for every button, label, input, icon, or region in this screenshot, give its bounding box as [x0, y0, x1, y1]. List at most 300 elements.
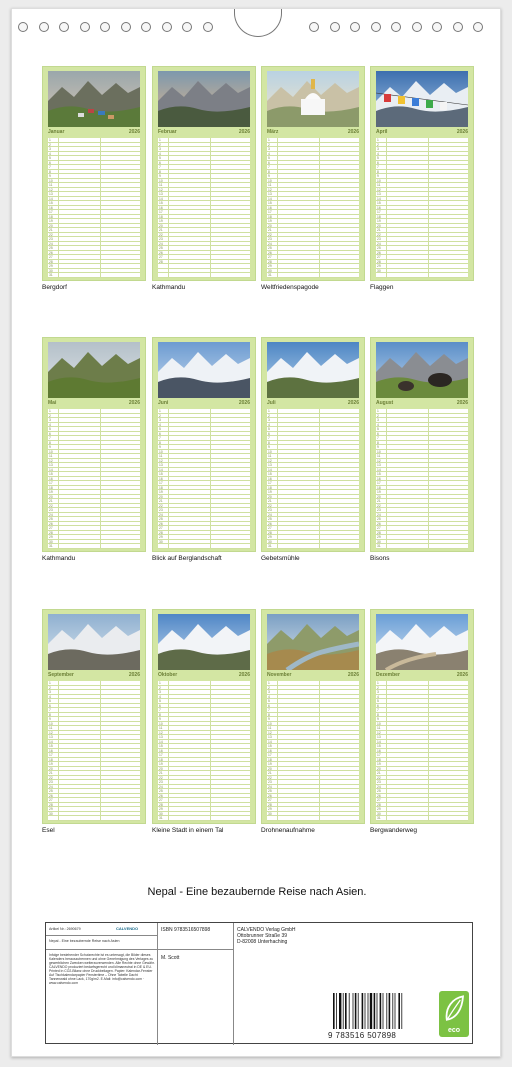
day-number: 30 — [377, 268, 381, 273]
day-number: 13 — [49, 192, 53, 196]
day-number: 12 — [49, 458, 53, 463]
day-number: 23 — [159, 237, 163, 241]
day-number: 14 — [49, 739, 53, 744]
month-name: Januar — [48, 129, 65, 135]
day-number: 27 — [377, 798, 381, 802]
month-header — [48, 129, 140, 137]
day-number: 6 — [159, 703, 161, 708]
day-grid — [48, 138, 140, 278]
day-number: 3 — [49, 418, 51, 422]
day-number: 25 — [159, 517, 163, 521]
month-august — [370, 337, 474, 552]
day-number: 29 — [377, 264, 381, 268]
day-row — [158, 273, 250, 278]
day-number: 16 — [377, 476, 381, 481]
day-number: 13 — [159, 192, 163, 196]
day-grid — [158, 409, 250, 549]
binding-hole — [80, 22, 90, 32]
day-number: 27 — [268, 526, 272, 530]
day-number: 8 — [377, 169, 379, 174]
day-number: 2 — [159, 142, 161, 147]
day-number: 30 — [49, 268, 53, 273]
day-number: 27 — [159, 255, 163, 259]
article-number: Artikel Nr.: 2690679 — [49, 927, 81, 931]
day-row — [48, 816, 140, 821]
day-number: 28 — [159, 530, 163, 535]
day-number: 4 — [159, 694, 161, 699]
day-number: 18 — [268, 214, 272, 219]
binding-hole — [59, 22, 69, 32]
day-number: 27 — [49, 526, 53, 530]
day-number: 26 — [159, 250, 163, 255]
day-number: 5 — [159, 699, 161, 703]
day-number: 17 — [159, 753, 163, 757]
month-header — [376, 129, 468, 137]
month-header — [376, 400, 468, 408]
day-number: 17 — [49, 753, 53, 757]
month-name: Juli — [267, 400, 276, 406]
day-number: 10 — [49, 449, 53, 454]
day-number: 31 — [268, 273, 272, 277]
day-number: 19 — [159, 762, 163, 766]
author-name: M. Scott — [161, 955, 180, 961]
binding-hole — [182, 22, 192, 32]
day-number: 2 — [49, 142, 51, 147]
month-februar — [152, 66, 256, 281]
day-number: 1 — [159, 681, 161, 685]
day-number: 27 — [377, 526, 381, 530]
day-row — [158, 544, 250, 549]
day-number: 28 — [268, 802, 272, 807]
day-number: 29 — [159, 535, 163, 539]
day-number: 14 — [49, 196, 53, 201]
eco-badge — [439, 991, 469, 1037]
day-number: 11 — [159, 454, 163, 458]
day-number: 11 — [49, 726, 53, 730]
calendar-page — [11, 8, 501, 1057]
month-juli — [261, 337, 365, 552]
day-number: 5 — [268, 699, 270, 703]
day-number: 23 — [49, 780, 53, 784]
day-number: 29 — [377, 535, 381, 539]
day-number: 10 — [377, 721, 381, 726]
day-number: 26 — [49, 793, 53, 798]
binding-hole — [162, 22, 172, 32]
day-number: 23 — [159, 780, 163, 784]
day-number: 7 — [377, 436, 379, 440]
day-number: 21 — [49, 228, 53, 232]
month-year: 2026 — [456, 400, 468, 406]
day-number: 22 — [377, 503, 381, 508]
day-number: 29 — [49, 264, 53, 268]
month-photo — [48, 614, 140, 670]
day-number: 15 — [268, 201, 272, 205]
day-number: 9 — [268, 717, 270, 721]
month-photo — [48, 71, 140, 127]
day-number: 8 — [268, 712, 270, 717]
day-number: 7 — [377, 708, 379, 712]
day-number: 12 — [159, 730, 163, 735]
day-number: 30 — [159, 539, 163, 544]
month-header — [267, 672, 359, 680]
day-number: 25 — [49, 517, 53, 521]
publisher-line-3: D-82008 Unterhaching — [237, 939, 288, 945]
day-number: 13 — [159, 463, 163, 467]
month-caption: Weltfriedenspagode — [261, 284, 319, 291]
day-number: 26 — [268, 521, 272, 526]
binding-hole — [391, 22, 401, 32]
day-number: 7 — [268, 708, 270, 712]
day-number: 22 — [159, 232, 163, 237]
day-number: 28 — [159, 259, 163, 264]
day-number: 24 — [49, 241, 53, 246]
day-number: 24 — [377, 512, 381, 517]
month-year: 2026 — [238, 129, 250, 135]
day-number: 8 — [159, 712, 161, 717]
month-caption: Kleine Stadt in einem Tal — [152, 827, 224, 834]
day-number: 9 — [49, 717, 51, 721]
month-header — [48, 400, 140, 408]
month-photo — [158, 342, 250, 398]
day-number: 10 — [159, 178, 163, 183]
day-number: 4 — [159, 422, 161, 427]
day-number: 9 — [377, 174, 379, 178]
day-number: 4 — [377, 422, 379, 427]
day-number: 16 — [377, 205, 381, 210]
day-number: 31 — [268, 544, 272, 548]
day-grid — [158, 138, 250, 278]
day-number: 1 — [49, 138, 51, 142]
day-number: 5 — [159, 156, 161, 160]
month-name: November — [267, 672, 292, 678]
month-year: 2026 — [128, 400, 140, 406]
month-name: Dezember — [376, 672, 400, 678]
day-number: 25 — [268, 789, 272, 793]
day-number: 3 — [377, 147, 379, 151]
month-april — [370, 66, 474, 281]
day-number: 20 — [268, 494, 272, 499]
day-number: 23 — [377, 237, 381, 241]
month-year: 2026 — [128, 672, 140, 678]
month-photo — [376, 342, 468, 398]
day-number: 9 — [159, 717, 161, 721]
day-number: 1 — [268, 409, 270, 413]
day-number: 29 — [268, 264, 272, 268]
day-number: 27 — [159, 526, 163, 530]
day-number: 16 — [159, 476, 163, 481]
day-number: 1 — [49, 409, 51, 413]
day-number: 10 — [268, 721, 272, 726]
day-number: 31 — [377, 816, 381, 820]
day-grid — [267, 138, 359, 278]
month-caption: Kathmandu — [152, 284, 186, 291]
day-number: 10 — [268, 449, 272, 454]
month-caption: Bisons — [370, 555, 390, 562]
day-number: 8 — [49, 712, 51, 717]
day-number: 11 — [159, 183, 163, 187]
day-number: 15 — [49, 201, 53, 205]
month-name: Juni — [158, 400, 169, 406]
day-number: 15 — [159, 472, 163, 476]
day-grid — [267, 681, 359, 821]
day-number: 29 — [268, 807, 272, 811]
day-number: 14 — [377, 196, 381, 201]
day-number: 20 — [268, 223, 272, 228]
day-number: 14 — [377, 467, 381, 472]
day-number: 19 — [377, 219, 381, 223]
day-number: 22 — [49, 503, 53, 508]
day-number: 12 — [159, 458, 163, 463]
day-number: 14 — [159, 739, 163, 744]
month-caption: Kathmandu — [42, 555, 76, 562]
month-photo — [376, 71, 468, 127]
day-number: 25 — [268, 517, 272, 521]
day-number: 24 — [49, 512, 53, 517]
day-number: 20 — [159, 766, 163, 771]
day-number: 4 — [377, 151, 379, 156]
month-caption: Gebetsmühle — [261, 555, 300, 562]
day-number: 11 — [377, 726, 381, 730]
day-number: 25 — [159, 789, 163, 793]
day-number: 16 — [268, 205, 272, 210]
day-number: 24 — [49, 784, 53, 789]
day-number: 1 — [49, 681, 51, 685]
binding-hole — [100, 22, 110, 32]
day-number: 3 — [268, 690, 270, 694]
month-name: September — [48, 672, 74, 678]
day-number: 7 — [159, 436, 161, 440]
month-caption: Drohnenaufnahme — [261, 827, 315, 834]
day-number: 11 — [268, 454, 272, 458]
day-number: 28 — [377, 530, 381, 535]
day-number: 29 — [49, 807, 53, 811]
calvendo-logo: CALVENDO — [116, 926, 139, 931]
day-number: 22 — [268, 232, 272, 237]
day-number: 12 — [49, 730, 53, 735]
day-number: 29 — [159, 807, 163, 811]
month-name: Februar — [158, 129, 177, 135]
day-number: 17 — [268, 753, 272, 757]
day-number: 23 — [49, 508, 53, 512]
day-number: 2 — [268, 413, 270, 418]
month-photo — [267, 614, 359, 670]
month-header — [48, 672, 140, 680]
day-number: 12 — [268, 458, 272, 463]
day-number: 19 — [268, 490, 272, 494]
day-number: 9 — [49, 445, 51, 449]
day-number: 15 — [377, 472, 381, 476]
day-number: 21 — [377, 499, 381, 503]
day-number: 26 — [268, 250, 272, 255]
day-number: 6 — [377, 703, 379, 708]
day-number: 17 — [49, 481, 53, 485]
publisher-line-1: CALVENDO Verlag GmbH — [237, 927, 296, 933]
isbn-text: ISBN 9783516507898 — [161, 927, 211, 933]
day-number: 8 — [49, 169, 51, 174]
day-row — [48, 544, 140, 549]
day-number: 3 — [49, 147, 51, 151]
day-number: 2 — [159, 413, 161, 418]
day-number: 20 — [159, 494, 163, 499]
day-number: 2 — [159, 685, 161, 690]
day-number: 17 — [268, 210, 272, 214]
day-number: 12 — [268, 187, 272, 192]
month-photo — [267, 342, 359, 398]
day-number: 7 — [377, 165, 379, 169]
day-number: 25 — [377, 517, 381, 521]
barcode-digits: 9 783516 507898 — [328, 1031, 397, 1040]
day-number: 9 — [268, 174, 270, 178]
day-number: 20 — [268, 766, 272, 771]
day-number: 21 — [49, 499, 53, 503]
day-number: 28 — [49, 802, 53, 807]
month-year: 2026 — [456, 129, 468, 135]
day-number: 27 — [377, 255, 381, 259]
day-number: 26 — [268, 793, 272, 798]
day-number: 6 — [159, 160, 161, 165]
day-number: 19 — [377, 762, 381, 766]
day-number: 8 — [268, 440, 270, 445]
month-photo — [267, 71, 359, 127]
calendar-title: Nepal - Eine bezaubernde Reise nach Asien. — [147, 886, 367, 898]
day-number: 25 — [49, 789, 53, 793]
day-number: 3 — [268, 418, 270, 422]
day-number: 18 — [268, 757, 272, 762]
day-number: 17 — [159, 210, 163, 214]
day-number: 14 — [268, 196, 272, 201]
month-year: 2026 — [238, 672, 250, 678]
day-number: 13 — [377, 463, 381, 467]
day-grid — [376, 138, 468, 278]
binding-hole — [453, 22, 463, 32]
day-number: 27 — [49, 798, 53, 802]
binding-hole — [309, 22, 319, 32]
day-number: 4 — [49, 422, 51, 427]
day-number: 18 — [49, 214, 53, 219]
day-number: 28 — [268, 530, 272, 535]
binding-hole — [18, 22, 28, 32]
day-number: 19 — [49, 219, 53, 223]
month-juni — [152, 337, 256, 552]
day-number: 30 — [49, 811, 53, 816]
day-number: 25 — [377, 789, 381, 793]
day-number: 24 — [268, 241, 272, 246]
day-number: 23 — [268, 780, 272, 784]
day-number: 25 — [377, 246, 381, 250]
day-number: 20 — [377, 223, 381, 228]
day-number: 15 — [268, 472, 272, 476]
day-number: 11 — [49, 454, 53, 458]
day-number: 22 — [377, 232, 381, 237]
day-number: 11 — [377, 183, 381, 187]
binding-hole — [141, 22, 151, 32]
day-number: 13 — [159, 735, 163, 739]
day-number: 8 — [159, 169, 161, 174]
month-caption: Bergdorf — [42, 284, 67, 291]
day-number: 14 — [49, 467, 53, 472]
day-number: 21 — [268, 499, 272, 503]
month-oktober — [152, 609, 256, 824]
day-number: 22 — [49, 775, 53, 780]
month-name: Mai — [48, 400, 57, 406]
day-number: 15 — [377, 201, 381, 205]
day-grid — [376, 409, 468, 549]
day-number: 23 — [268, 237, 272, 241]
day-number: 14 — [159, 196, 163, 201]
binding-hole — [330, 22, 340, 32]
day-number: 2 — [377, 413, 379, 418]
day-number: 15 — [49, 472, 53, 476]
day-number: 9 — [49, 174, 51, 178]
footer-left-cell — [46, 923, 158, 1045]
day-number: 18 — [159, 214, 163, 219]
day-number: 3 — [377, 418, 379, 422]
day-number: 19 — [377, 490, 381, 494]
binding-hole — [412, 22, 422, 32]
day-number: 6 — [49, 703, 51, 708]
day-number: 30 — [377, 539, 381, 544]
day-number: 13 — [49, 463, 53, 467]
day-number: 5 — [49, 427, 51, 431]
day-number: 23 — [268, 508, 272, 512]
day-number: 1 — [377, 681, 379, 685]
day-number: 12 — [377, 730, 381, 735]
day-row — [267, 273, 359, 278]
binding-hole — [432, 22, 442, 32]
day-number: 13 — [377, 735, 381, 739]
day-number: 25 — [159, 246, 163, 250]
day-number: 15 — [268, 744, 272, 748]
month-year: 2026 — [456, 672, 468, 678]
day-number: 21 — [159, 499, 163, 503]
day-number: 22 — [159, 503, 163, 508]
day-number: 30 — [268, 811, 272, 816]
day-number: 8 — [49, 440, 51, 445]
day-number: 26 — [377, 793, 381, 798]
day-number: 30 — [268, 268, 272, 273]
day-number: 5 — [377, 699, 379, 703]
day-number: 24 — [377, 241, 381, 246]
month-year: 2026 — [347, 672, 359, 678]
month-november — [261, 609, 365, 824]
day-number: 18 — [377, 757, 381, 762]
day-number: 18 — [159, 485, 163, 490]
day-grid — [376, 681, 468, 821]
day-number: 6 — [49, 160, 51, 165]
day-number: 16 — [159, 205, 163, 210]
day-number: 6 — [159, 431, 161, 436]
day-number: 21 — [268, 228, 272, 232]
month-januar — [42, 66, 146, 281]
day-number: 24 — [268, 512, 272, 517]
day-number: 8 — [377, 712, 379, 717]
day-number: 31 — [49, 544, 53, 548]
day-number: 5 — [268, 427, 270, 431]
day-number: 1 — [268, 681, 270, 685]
month-year: 2026 — [238, 400, 250, 406]
day-number: 21 — [377, 771, 381, 775]
month-year: 2026 — [347, 129, 359, 135]
day-number: 10 — [377, 449, 381, 454]
day-number: 16 — [49, 476, 53, 481]
day-number: 20 — [49, 766, 53, 771]
day-number: 22 — [159, 775, 163, 780]
month-name: April — [376, 129, 388, 135]
day-number: 4 — [268, 694, 270, 699]
day-number: 27 — [159, 798, 163, 802]
day-number: 29 — [377, 807, 381, 811]
day-number: 11 — [268, 183, 272, 187]
